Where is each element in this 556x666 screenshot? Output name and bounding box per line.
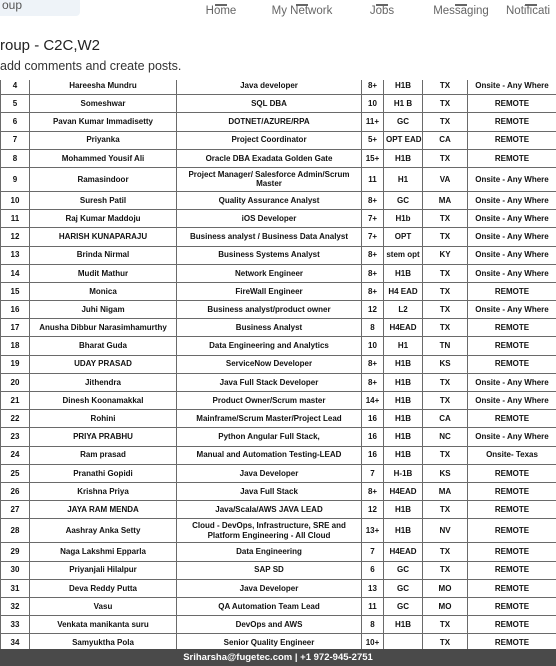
state-cell: CA	[423, 131, 468, 149]
location-cell: REMOTE	[468, 543, 556, 561]
job-title-cell: Oracle DBA Exadata Golden Gate	[177, 149, 362, 167]
visa-cell: GC	[384, 561, 423, 579]
job-title-cell: Business Systems Analyst	[177, 246, 362, 264]
state-cell: TN	[423, 337, 468, 355]
visa-cell: OPT	[384, 228, 423, 246]
candidate-name-cell: Hareesha Mundru	[30, 80, 177, 95]
experience-cell: 13	[362, 579, 384, 597]
location-cell: REMOTE	[468, 131, 556, 149]
candidate-name-cell: Bharat Guda	[30, 337, 177, 355]
job-title-cell: Project Coordinator	[177, 131, 362, 149]
location-cell: Onsite - Any Where	[468, 373, 556, 391]
state-cell: KS	[423, 355, 468, 373]
experience-cell: 10	[362, 95, 384, 113]
experience-cell: 7	[362, 464, 384, 482]
table-row	[1, 264, 556, 282]
job-title-cell: iOS Developer	[177, 210, 362, 228]
visa-cell: H-1B	[384, 464, 423, 482]
candidate-name-cell: Naga Lakshmi Epparla	[30, 543, 177, 561]
visa-cell: L2	[384, 301, 423, 319]
row-number-cell: 7	[1, 131, 30, 149]
job-title-cell: QA Automation Team Lead	[177, 597, 362, 615]
nav-jobs-label: Jobs	[369, 5, 395, 17]
visa-cell: GC	[384, 579, 423, 597]
candidate-name-cell: Mudit Mathur	[30, 264, 177, 282]
job-title-cell: Data Engineering and Analytics	[177, 337, 362, 355]
visa-cell: H1	[384, 167, 423, 191]
location-cell: REMOTE	[468, 319, 556, 337]
job-title-cell: SAP SD	[177, 561, 362, 579]
experience-cell: 5+	[362, 131, 384, 149]
experience-cell: 7+	[362, 228, 384, 246]
table-row	[1, 428, 556, 446]
visa-cell: H1b	[384, 210, 423, 228]
nav-messaging[interactable]	[428, 0, 494, 22]
candidate-name-cell: Juhi Nigam	[30, 301, 177, 319]
experience-cell: 16	[362, 428, 384, 446]
state-cell: TX	[423, 392, 468, 410]
location-cell: Onsite - Any Where	[468, 210, 556, 228]
candidate-name-cell: Samyuktha Pola	[30, 634, 177, 652]
location-cell: REMOTE	[468, 597, 556, 615]
location-cell: REMOTE	[468, 634, 556, 652]
row-number-cell: 6	[1, 113, 30, 131]
job-title-cell: Quality Assurance Analyst	[177, 191, 362, 209]
experience-cell: 11+	[362, 113, 384, 131]
candidate-name-cell: Vasu	[30, 597, 177, 615]
nav-notifications-label: Notificati	[506, 5, 551, 17]
row-number-cell: 32	[1, 597, 30, 615]
job-title-cell: DOTNET/AZURE/RPA	[177, 113, 362, 131]
state-cell: CA	[423, 410, 468, 428]
visa-cell: H1	[384, 337, 423, 355]
experience-cell: 10+	[362, 634, 384, 652]
experience-cell: 7+	[362, 210, 384, 228]
nav-notifications[interactable]	[506, 0, 556, 22]
row-number-cell: 19	[1, 355, 30, 373]
visa-cell: H4EAD	[384, 543, 423, 561]
location-cell: Onsite - Any Where	[468, 392, 556, 410]
job-title-cell: Java Developer	[177, 579, 362, 597]
candidate-name-cell: Mohammed Yousif Ali	[30, 149, 177, 167]
top-nav-bar	[0, 0, 556, 22]
visa-cell: H1B	[384, 80, 423, 95]
location-cell: Onsite - Any Where	[468, 191, 556, 209]
job-title-cell: Java/Scala/AWS JAVA LEAD	[177, 501, 362, 519]
row-number-cell: 29	[1, 543, 30, 561]
table-row	[1, 210, 556, 228]
state-cell: TX	[423, 446, 468, 464]
group-title: roup - C2C,W2	[0, 37, 101, 54]
visa-cell: H4 EAD	[384, 282, 423, 300]
candidate-name-cell: Brinda Nirmal	[30, 246, 177, 264]
candidate-name-cell: Monica	[30, 282, 177, 300]
location-cell: REMOTE	[468, 95, 556, 113]
state-cell: TX	[423, 373, 468, 391]
candidate-name-cell: UDAY PRASAD	[30, 355, 177, 373]
candidate-name-cell: Raj Kumar Maddoju	[30, 210, 177, 228]
table-row	[1, 80, 556, 95]
location-cell: REMOTE	[468, 282, 556, 300]
row-number-cell: 26	[1, 482, 30, 500]
row-number-cell: 21	[1, 392, 30, 410]
visa-cell: H4EAD	[384, 482, 423, 500]
experience-cell: 8+	[362, 482, 384, 500]
table-row	[1, 482, 556, 500]
job-title-cell: Project Manager/ Salesforce Admin/Scrum Master	[177, 167, 362, 191]
state-cell: TX	[423, 264, 468, 282]
job-title-cell: SQL DBA	[177, 95, 362, 113]
location-cell: REMOTE	[468, 561, 556, 579]
visa-cell: H1B	[384, 616, 423, 634]
experience-cell: 12	[362, 501, 384, 519]
table-row	[1, 543, 556, 561]
job-title-cell: Java developer	[177, 80, 362, 95]
experience-cell: 8+	[362, 355, 384, 373]
location-cell: Onsite - Any Where	[468, 80, 556, 95]
candidate-name-cell: Krishna Priya	[30, 482, 177, 500]
nav-home[interactable]	[196, 0, 246, 22]
experience-cell: 8	[362, 319, 384, 337]
experience-cell: 8+	[362, 264, 384, 282]
experience-cell: 15+	[362, 149, 384, 167]
candidate-name-cell: Jithendra	[30, 373, 177, 391]
experience-cell: 10	[362, 337, 384, 355]
candidate-table	[0, 80, 556, 652]
row-number-cell: 28	[1, 519, 30, 543]
experience-cell: 14+	[362, 392, 384, 410]
location-cell: REMOTE	[468, 519, 556, 543]
candidate-name-cell: Suresh Patil	[30, 191, 177, 209]
row-number-cell: 15	[1, 282, 30, 300]
row-number-cell: 17	[1, 319, 30, 337]
table-row	[1, 501, 556, 519]
location-cell: REMOTE	[468, 113, 556, 131]
row-number-cell: 13	[1, 246, 30, 264]
candidate-name-cell: Pranathi Gopidi	[30, 464, 177, 482]
visa-cell: H1B	[384, 355, 423, 373]
row-number-cell: 31	[1, 579, 30, 597]
search-input[interactable]: oup	[0, 0, 80, 16]
row-number-cell: 27	[1, 501, 30, 519]
group-subtitle: add comments and create posts.	[0, 59, 182, 73]
state-cell: TX	[423, 319, 468, 337]
visa-cell: H1B	[384, 264, 423, 282]
table-row	[1, 579, 556, 597]
row-number-cell: 11	[1, 210, 30, 228]
job-title-cell: FireWall Engineer	[177, 282, 362, 300]
row-number-cell: 30	[1, 561, 30, 579]
state-cell: MO	[423, 579, 468, 597]
table-row	[1, 410, 556, 428]
candidate-name-cell: HARISH KUNAPARAJU	[30, 228, 177, 246]
job-title-cell: Network Engineer	[177, 264, 362, 282]
state-cell: TX	[423, 149, 468, 167]
table-row	[1, 95, 556, 113]
table-row	[1, 519, 556, 543]
job-title-cell: Mainframe/Scrum Master/Project Lead	[177, 410, 362, 428]
experience-cell: 16	[362, 410, 384, 428]
table-row	[1, 392, 556, 410]
state-cell: TX	[423, 634, 468, 652]
candidate-name-cell: Ramasindoor	[30, 167, 177, 191]
table-row	[1, 113, 556, 131]
nav-home-label: Home	[205, 5, 237, 17]
table-row	[1, 149, 556, 167]
candidate-name-cell: Anusha Dibbur Narasimhamurthy	[30, 319, 177, 337]
state-cell: MA	[423, 482, 468, 500]
state-cell: TX	[423, 301, 468, 319]
location-cell: Onsite - Any Where	[468, 264, 556, 282]
job-title-cell: Cloud - DevOps, Infrastructure, SRE and Platform Engineering - All Cloud	[177, 519, 362, 543]
candidate-name-cell: Priyanka	[30, 131, 177, 149]
candidate-name-cell: Dinesh Koonamakkal	[30, 392, 177, 410]
location-cell: Onsite - Any Where	[468, 301, 556, 319]
row-number-cell: 5	[1, 95, 30, 113]
state-cell: TX	[423, 543, 468, 561]
state-cell: TX	[423, 80, 468, 95]
row-number-cell: 10	[1, 191, 30, 209]
state-cell: TX	[423, 228, 468, 246]
table-row	[1, 561, 556, 579]
candidate-name-cell: PRIYA PRABHU	[30, 428, 177, 446]
row-number-cell: 4	[1, 80, 30, 95]
state-cell: MO	[423, 597, 468, 615]
row-number-cell: 20	[1, 373, 30, 391]
location-cell: Onsite - Any Where	[468, 228, 556, 246]
visa-cell: H1B	[384, 410, 423, 428]
candidate-name-cell: Aashray Anka Setty	[30, 519, 177, 543]
table-row	[1, 337, 556, 355]
row-number-cell: 23	[1, 428, 30, 446]
location-cell: Onsite - Any Where	[468, 246, 556, 264]
experience-cell: 6	[362, 561, 384, 579]
location-cell: Onsite- Texas	[468, 446, 556, 464]
row-number-cell: 33	[1, 616, 30, 634]
job-title-cell: Python Angular Full Stack,	[177, 428, 362, 446]
table-row	[1, 131, 556, 149]
row-number-cell: 24	[1, 446, 30, 464]
state-cell: KY	[423, 246, 468, 264]
job-title-cell: Business analyst / Business Data Analyst	[177, 228, 362, 246]
location-cell: Onsite - Any Where	[468, 428, 556, 446]
table-row	[1, 191, 556, 209]
table-row	[1, 301, 556, 319]
visa-cell: H1B	[384, 519, 423, 543]
job-title-cell: Manual and Automation Testing-LEAD	[177, 446, 362, 464]
table-row	[1, 355, 556, 373]
candidate-name-cell: Venkata manikanta suru	[30, 616, 177, 634]
candidate-name-cell: Rohini	[30, 410, 177, 428]
state-cell: TX	[423, 616, 468, 634]
job-title-cell: Business analyst/product owner	[177, 301, 362, 319]
location-cell: REMOTE	[468, 579, 556, 597]
candidate-name-cell: JAYA RAM MENDA	[30, 501, 177, 519]
visa-cell: H1B	[384, 373, 423, 391]
experience-cell: 16	[362, 446, 384, 464]
candidate-name-cell: Pavan Kumar Immadisetty	[30, 113, 177, 131]
table-row	[1, 616, 556, 634]
state-cell: NC	[423, 428, 468, 446]
location-cell: REMOTE	[468, 616, 556, 634]
row-number-cell: 18	[1, 337, 30, 355]
job-title-cell: Senior Quality Engineer	[177, 634, 362, 652]
job-title-cell: Product Owner/Scrum master	[177, 392, 362, 410]
location-cell: REMOTE	[468, 149, 556, 167]
experience-cell: 8+	[362, 246, 384, 264]
visa-cell: H1 B	[384, 95, 423, 113]
experience-cell: 11	[362, 167, 384, 191]
visa-cell: H1B	[384, 149, 423, 167]
job-title-cell: Java Full Stack Developer	[177, 373, 362, 391]
table-row	[1, 373, 556, 391]
table-row	[1, 464, 556, 482]
nav-my-network[interactable]	[264, 0, 340, 22]
candidate-name-cell: Someshwar	[30, 95, 177, 113]
visa-cell: H1B	[384, 428, 423, 446]
experience-cell: 8+	[362, 373, 384, 391]
experience-cell: 8+	[362, 191, 384, 209]
location-cell: REMOTE	[468, 464, 556, 482]
row-number-cell: 34	[1, 634, 30, 652]
location-cell: REMOTE	[468, 482, 556, 500]
location-cell: REMOTE	[468, 501, 556, 519]
job-title-cell: ServiceNow Developer	[177, 355, 362, 373]
state-cell: NV	[423, 519, 468, 543]
contact-footer: Sriharsha@fugetec.com | +1 972-945-2751	[0, 649, 556, 666]
visa-cell: H4EAD	[384, 319, 423, 337]
table-row	[1, 446, 556, 464]
state-cell: TX	[423, 95, 468, 113]
visa-cell: GC	[384, 191, 423, 209]
experience-cell: 8+	[362, 282, 384, 300]
experience-cell: 11	[362, 597, 384, 615]
row-number-cell: 22	[1, 410, 30, 428]
row-number-cell: 14	[1, 264, 30, 282]
table-row	[1, 228, 556, 246]
experience-cell: 8	[362, 616, 384, 634]
job-title-cell: DevOps and AWS	[177, 616, 362, 634]
row-number-cell: 9	[1, 167, 30, 191]
table-row	[1, 167, 556, 191]
state-cell: TX	[423, 561, 468, 579]
visa-cell: H1B	[384, 446, 423, 464]
candidate-name-cell: Deva Reddy Putta	[30, 579, 177, 597]
visa-cell: GC	[384, 113, 423, 131]
experience-cell: 13+	[362, 519, 384, 543]
visa-cell: OPT EAD	[384, 131, 423, 149]
location-cell: Onsite - Any Where	[468, 167, 556, 191]
nav-messaging-label: Messaging	[433, 5, 489, 17]
visa-cell: H1B	[384, 501, 423, 519]
state-cell: TX	[423, 113, 468, 131]
visa-cell: GC	[384, 597, 423, 615]
job-title-cell: Java Developer	[177, 464, 362, 482]
state-cell: VA	[423, 167, 468, 191]
location-cell: REMOTE	[468, 337, 556, 355]
table-row	[1, 246, 556, 264]
visa-cell: H1B	[384, 392, 423, 410]
table-row	[1, 597, 556, 615]
state-cell: KS	[423, 464, 468, 482]
job-title-cell: Data Engineering	[177, 543, 362, 561]
candidate-name-cell: Ram prasad	[30, 446, 177, 464]
location-cell: REMOTE	[468, 410, 556, 428]
job-title-cell: Java Full Stack	[177, 482, 362, 500]
table-row	[1, 319, 556, 337]
visa-cell: stem opt	[384, 246, 423, 264]
nav-jobs[interactable]	[362, 0, 402, 22]
experience-cell: 8+	[362, 80, 384, 95]
row-number-cell: 12	[1, 228, 30, 246]
nav-my-network-label: My Network	[271, 5, 333, 17]
location-cell: REMOTE	[468, 355, 556, 373]
table-row	[1, 282, 556, 300]
row-number-cell: 16	[1, 301, 30, 319]
row-number-cell: 8	[1, 149, 30, 167]
job-title-cell: Business Analyst	[177, 319, 362, 337]
experience-cell: 7	[362, 543, 384, 561]
row-number-cell: 25	[1, 464, 30, 482]
state-cell: TX	[423, 282, 468, 300]
state-cell: MA	[423, 191, 468, 209]
experience-cell: 12	[362, 301, 384, 319]
state-cell: TX	[423, 501, 468, 519]
candidate-name-cell: Priyanjali Hilalpur	[30, 561, 177, 579]
state-cell: TX	[423, 210, 468, 228]
post-image-candidate-table	[0, 80, 556, 666]
